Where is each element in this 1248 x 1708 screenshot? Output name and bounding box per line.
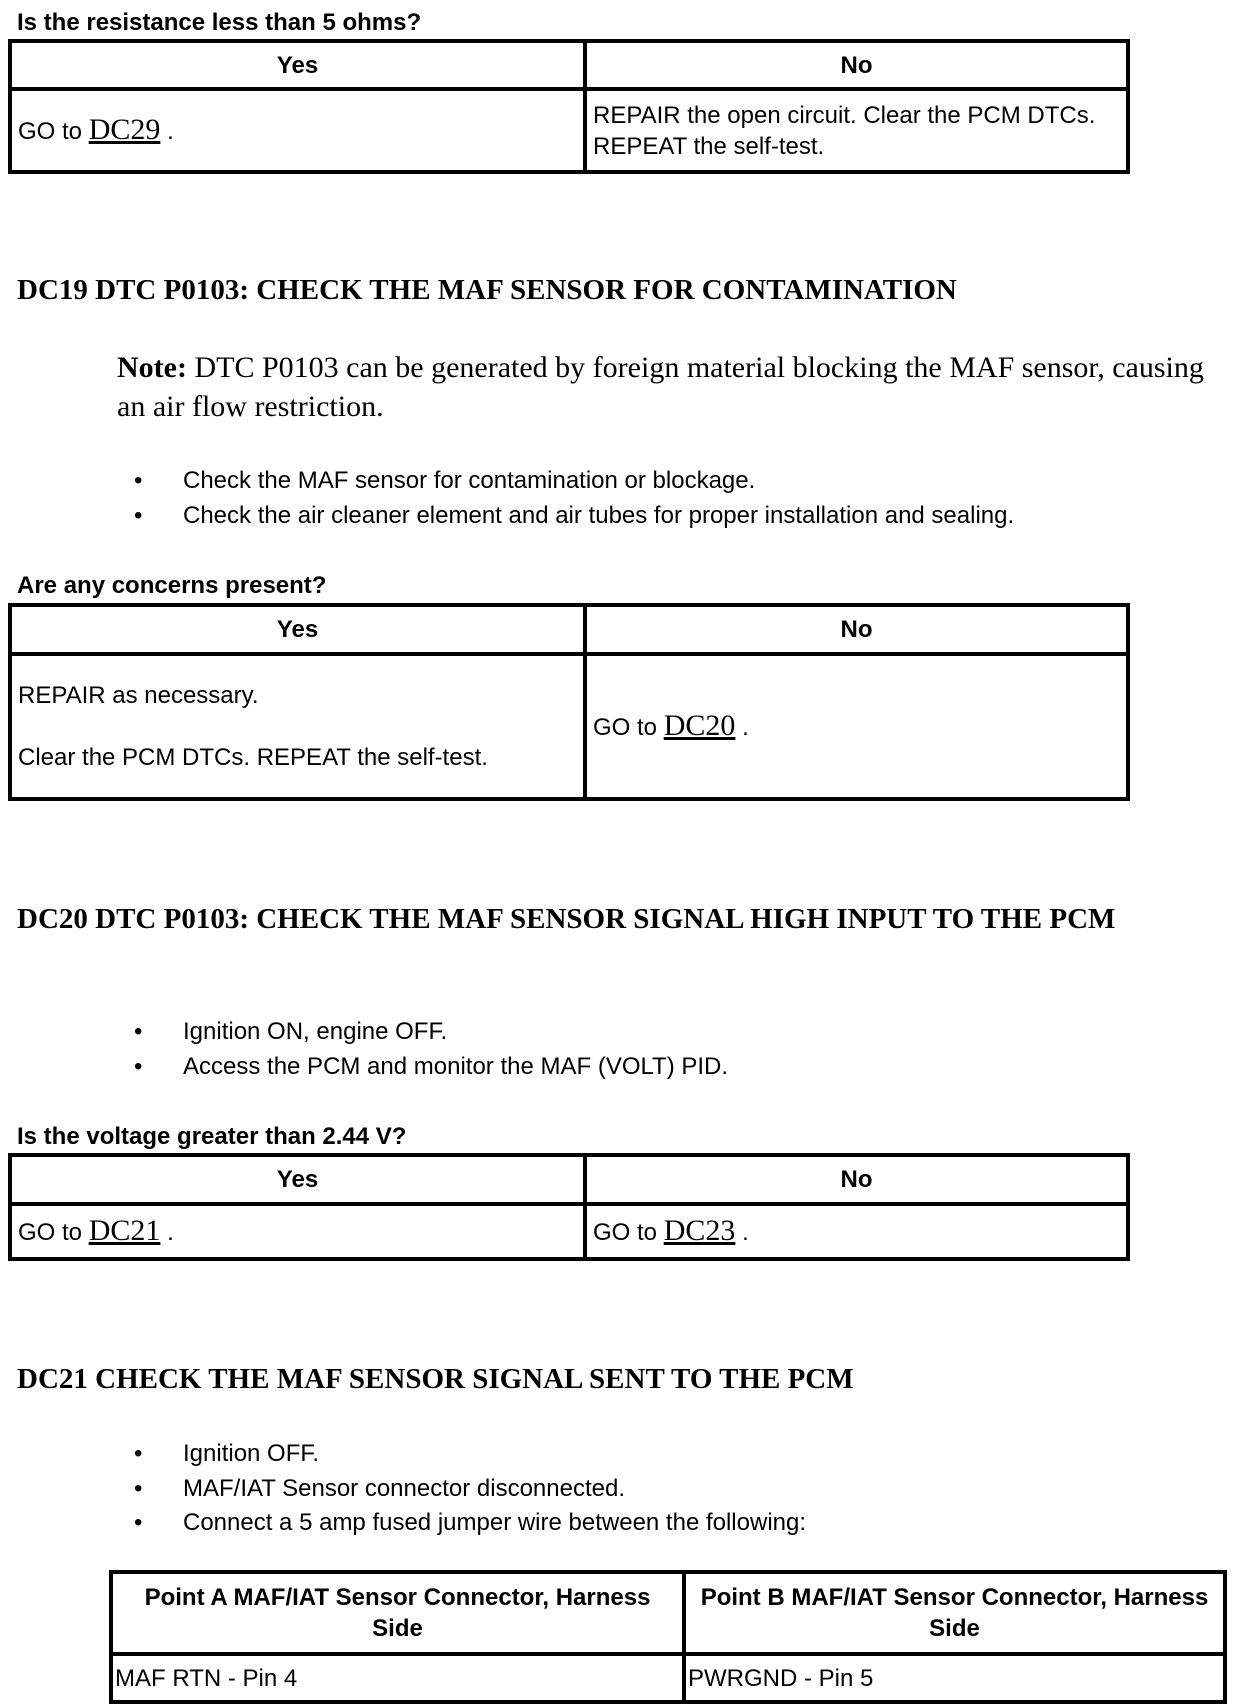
list-item: • Connect a 5 amp fused jumper wire between the following:: [130, 1506, 806, 1541]
voltage-decision-table: [8, 1153, 1130, 1261]
question-resistance: Is the resistance less than 5 ohms?: [17, 9, 422, 36]
yes-cell: [10, 89, 585, 172]
table-row: [111, 1654, 1225, 1702]
link-dc20[interactable]: DC20: [663, 709, 736, 742]
list-item: • MAF/IAT Sensor connector disconnected.: [130, 1472, 806, 1507]
dc19-bullets: [130, 464, 1014, 533]
period: .: [742, 1219, 749, 1246]
point-a-header: Point A MAF/IAT Sensor Connector, Harness Side: [111, 1572, 684, 1654]
link-dc23[interactable]: DC23: [663, 1214, 736, 1247]
period: .: [167, 118, 174, 145]
goto-text: GO to: [593, 714, 658, 741]
question-concerns: Are any concerns present?: [17, 572, 327, 599]
repair-text: REPAIR as necessary.: [18, 682, 259, 709]
goto-text: GO to: [18, 1219, 83, 1246]
link-dc29[interactable]: DC29: [88, 113, 161, 146]
goto-text: GO to: [593, 1219, 658, 1246]
list-item: • Ignition ON, engine OFF.: [130, 1015, 728, 1050]
goto-text: GO to: [18, 118, 83, 145]
dc19-heading: DC19 DTC P0103: CHECK THE MAF SENSOR FOR CONTAMINATION: [17, 274, 957, 306]
yes-header: Yes: [10, 41, 585, 89]
no-cell: REPAIR the open circuit. Clear the PCM DTCs. REPEAT the self-test.: [585, 89, 1128, 172]
no-cell: [585, 654, 1128, 799]
note-label: Note:: [117, 351, 187, 384]
list-item: • Access the PCM and monitor the MAF (VOLT) PID.: [130, 1050, 728, 1085]
clear-dtc-text: Clear the PCM DTCs. REPEAT the self-test.: [18, 744, 488, 771]
no-header: No: [585, 41, 1128, 89]
yes-header: Yes: [10, 1155, 585, 1204]
no-cell: [585, 1204, 1128, 1259]
dc20-bullets: [130, 1015, 728, 1084]
period: .: [742, 714, 749, 741]
point-a-cell: MAF RTN - Pin 4: [111, 1654, 684, 1702]
point-b-header: Point B MAF/IAT Sensor Connector, Harness Side: [684, 1572, 1225, 1654]
dc20-heading: DC20 DTC P0103: CHECK THE MAF SENSOR SIGNAL HIGH INPUT TO THE PCM: [17, 903, 1116, 935]
no-header: No: [585, 605, 1128, 654]
list-item: • Check the air cleaner element and air tubes for proper installation and sealing.: [130, 499, 1014, 534]
question-voltage: Is the voltage greater than 2.44 V?: [17, 1123, 407, 1150]
note-text: DTC P0103 can be generated by foreign material blocking the MAF sensor, causing an air flow restriction.: [117, 351, 1204, 423]
dc19-note: [117, 348, 1227, 426]
dc21-bullets: [130, 1437, 806, 1541]
yes-header: Yes: [10, 605, 585, 654]
concerns-decision-table: [8, 603, 1130, 801]
list-item: • Check the MAF sensor for contamination or blockage.: [130, 464, 1014, 499]
point-b-cell: PWRGND - Pin 5: [684, 1654, 1225, 1702]
link-dc21[interactable]: DC21: [88, 1214, 161, 1247]
jumper-points-table: [109, 1570, 1227, 1704]
period: .: [167, 1219, 174, 1246]
no-header: No: [585, 1155, 1128, 1204]
dc21-heading: DC21 CHECK THE MAF SENSOR SIGNAL SENT TO THE PCM: [17, 1363, 854, 1395]
list-item: • Ignition OFF.: [130, 1437, 806, 1472]
yes-cell: [10, 654, 585, 799]
resistance-decision-table: [8, 39, 1130, 174]
yes-cell: [10, 1204, 585, 1259]
